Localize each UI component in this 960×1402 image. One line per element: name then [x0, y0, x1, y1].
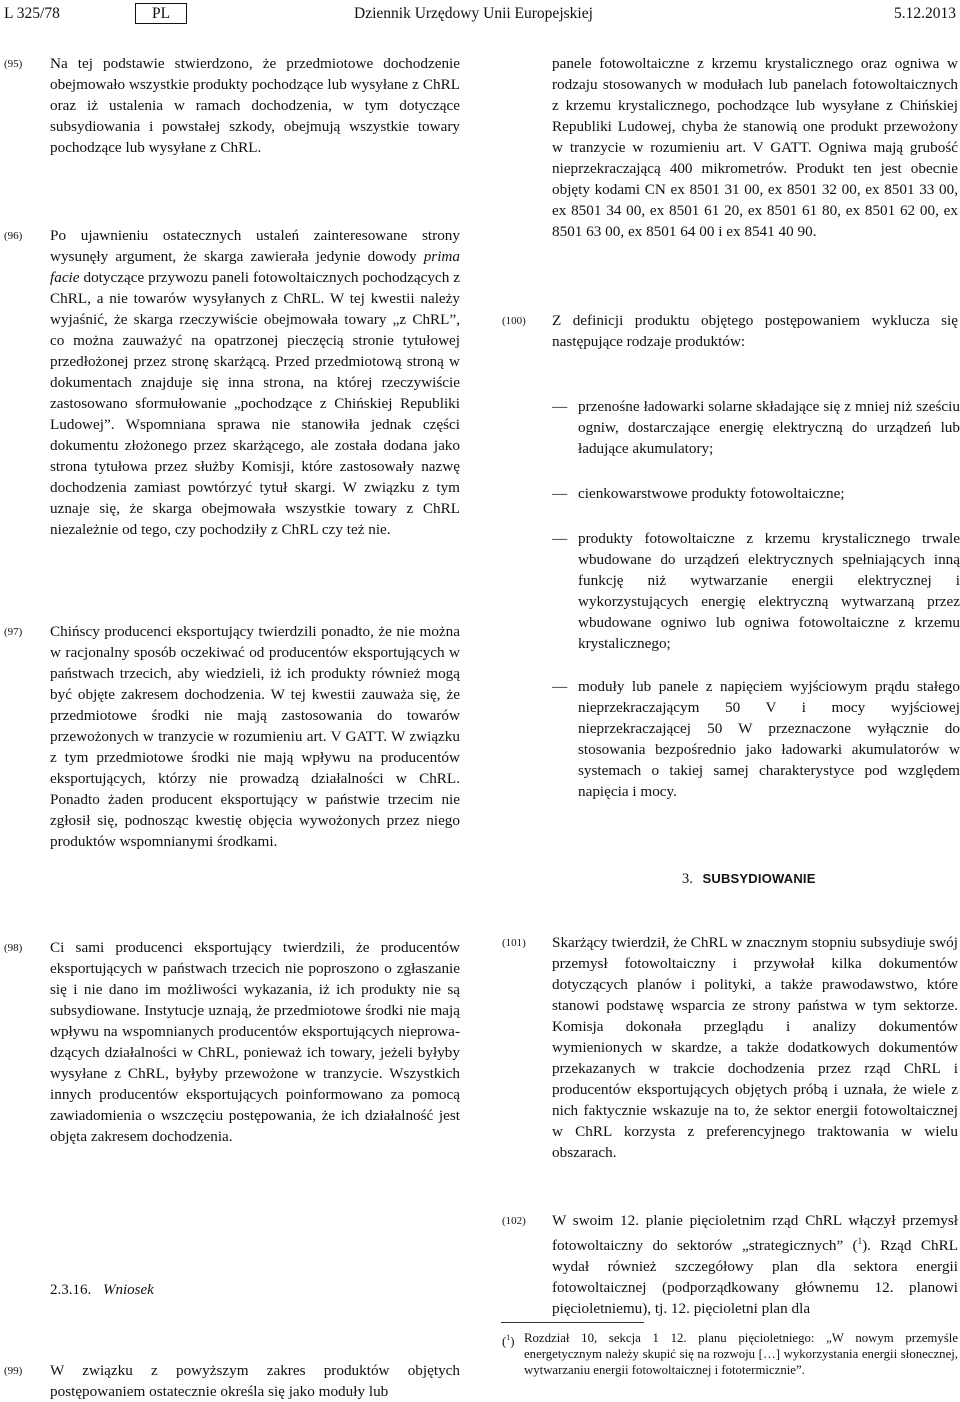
paragraph-number: (98) — [4, 942, 23, 954]
footnote-marker: ($^1$) — [502, 1333, 515, 1349]
paragraph-text: Z definicji produktu objętego postępowaniem wyklucza się następujące rodzaje produktów: — [552, 312, 958, 350]
dash-bullet: — — [552, 398, 568, 415]
paragraph-text: Skarżący twierdził, że ChRL w znacznym stopniu subsydiuje swój przemysł fotowoltaiczny i przywołał kilka dokumentów dotyczących planów i polityki, a także prawodawstwo, które stanowi podstawę wsparcia ze strony państwa w tym sektorze. Komisja dokonała przeglądu i analizy dokumentów wymienionych w skardze, a także dodatkowych dokumentów przekazanych w trakcie dochodzenia przez rząd ChRL i producentów eksportujących objętych próbą i uznała, że wiele z nich faktycznie wskazuje na to, że sektor energii fotowoltaicznej w ChRL korzysta z preferencyjnego traktowania w wielu obszarach. — [552, 934, 958, 1161]
paragraph-number: (99) — [4, 1365, 23, 1377]
paragraph-text: W swoim 12. planie pięcioletnim rząd ChRL włączył przemysł fotowoltaiczny do sektorów „strategicznych” ($^1$). Rząd ChRL wydał również szczegółowy plan dla sektora energii fotowoltaicznej (podporządkowany głównemu 12. planowi pięcioletniemu), tj. 12. pięcioletni plan dla — [552, 1212, 958, 1318]
paragraph-text: panele fotowoltaiczne z krzemu krystalicznego oraz ogniwa w rodzaju stosowanych w modułach lub panelach fotowoltaicznych z krzemu krystalicznego, pochodzące lub wysyłane z Chińskiej Republiki Ludowej, chyba że stanowią one produkt przewożony w tranzycie w rozumieniu art. V GATT. Ogniwa mają grubość nieprzekraczającą 400 mikrometrów. Produkt ten jest obecnie objęty kodami CN ex 8501 31 00, ex 8501 32 00, ex 8501 33 00, ex 8501 34 00, ex 8501 61 20, ex 8501 61 80, ex 8501 62 00, ex 8501 63 00, ex 8501 64 00 i ex 8541 40 90. — [552, 55, 958, 240]
paragraph-number: (100) — [502, 315, 526, 327]
item-text: moduły lub panele z napięciem wyjściowym prądu stałego nieprzekraczającym 50 V i mocy wyjściowej nieprzekraczającej 50 W przeznaczone wyłącznie do stosowania bezpośrednio jako ładowarki akumulatorów w systemach o takiej samej charakterystyce pod względem napięcia i mocy. — [578, 678, 960, 800]
section-number: 3. — [682, 871, 693, 887]
item-text: cienkowarstwowe produkty fotowoltaiczne; — [578, 485, 845, 502]
section-title: SUBSYDIOWANIE — [702, 871, 816, 886]
latin-term: prima facie — [50, 248, 460, 286]
subsection-title: Wniosek — [103, 1282, 154, 1298]
paragraph-text: Ci sami producenci eksportujący twierdzili, że producentów eksportujących w państwach trzecich nie poproszono o zgłaszanie się i nie dano im możliwości wykazania, iż ich produkty nie są subsydiowane. Instytucje uznają, że przedmiotowe środki nie mają wpływu na wspomnianych producentów eksportujących nieprowadzących działalności w ChRL, ponieważ ich towary, jeżeli byłyby wysyłane z ChRL, byłyby przewożone w tranzycie. Wszystkich innych producentów eksportujących poinformowano za pomocą zawiadomienia o wszczęciu postępowania, że ich działalność jest objęta zakresem dochodzenia. — [50, 939, 460, 1145]
paragraph-text: Na tej podstawie stwierdzono, że przedmiotowe dochodzenie obejmowało wszystkie produkty pochodzące lub wysyłane z ChRL oraz iż ustalenia w ramach dochodzenia, w tym dotyczące subsydiowania i powstałej szkody, obejmują wszystkie towary pochodzące lub wysyłane z ChRL. — [50, 55, 460, 156]
subsection-heading — [50, 1280, 154, 1301]
dash-bullet: — — [552, 530, 568, 547]
right-column — [480, 0, 960, 1402]
item-text: przenośne ładowarki solarne składające się z mniej niż sześciu ogniw, dostarczające energię elektryczną do urządzeń lub ładujące akumulatory; — [578, 398, 960, 457]
footnote-reference[interactable]: 1 — [857, 1236, 863, 1246]
dash-bullet: — — [552, 678, 568, 695]
paragraph-text: W związku z powyższym zakres produktów objętych postępowaniem ostatecznie określa się jako moduły lub — [50, 1362, 460, 1400]
paragraph-number: (96) — [4, 230, 23, 242]
paragraph-number: (102) — [502, 1215, 526, 1227]
publication-date: 5.12.2013 — [894, 5, 956, 22]
subsection-number: 2.3.16. — [50, 1282, 92, 1298]
dash-bullet: — — [552, 485, 568, 502]
section-heading — [682, 868, 816, 890]
paragraph-number: (101) — [502, 937, 526, 949]
item-text: produkty fotowoltaiczne z krzemu krystalicznego trwale wbudowane do urządzeń elektrycznych spełniających inną funkcję niż wytwarzanie energii elektrycznej i wykorzystujących energię elektryczną wytwarzaną przez wbudowane ogniwo lub ogniwa fotowoltaiczne z krzemu krystalicznego; — [578, 530, 960, 652]
paragraph-number: (95) — [4, 58, 23, 70]
footnote-text: Rozdział 10, sekcja 1 12. planu pięcioletniego: „W nowym przemyśle energetycznym należy skupić się na rozwoju […] wykorzystania energii słonecznej, wytwarzaniu energii fotowoltaicznej i fototermicznie”. — [524, 1331, 958, 1377]
language-badge: PL — [135, 3, 187, 24]
journal-title: Dziennik Urzędowy Unii Europejskiej — [354, 5, 593, 22]
paragraph-text: Po ujawnieniu ostatecznych ustaleń zainteresowane strony wysunęły argument, że skarga zawierała jedynie dowody prima facie dotyczące przywozu paneli fotowoltaicznych pochodzących z ChRL, a nie towarów wysyłanych z ChRL. W tej kwestii należy wyjaśnić, że skarga rzeczywiście obejmowała towary „z ChRL”, co można zauważyć na opatrzonej pieczęcią stronie tytułowej przedłożonej przez stronę skarżącą. Przed przedmiotową stroną w dokumentach znajduje się inna strona, na której rzeczywiście zastosowano sformułowanie „pochodzące z Chińskiej Republiki Ludowej”. Wspomniana sprawa nie stanowiła jednak części dokumentu złożonego przez skarżącego, ale została dodana jako strona tytułowa przez służby Komisji, które zastosowały nazwę dochodzenia zamiast powtórzyć tytuł skargi. W związku z tym uznaje się, że skarga obejmowała wszystkie towary z ChRL niezależnie od tego, czy pochodziły z ChRL czy też nie. — [50, 227, 460, 538]
page-reference: L 325/78 — [4, 5, 60, 22]
footnote-separator — [501, 1322, 644, 1323]
paragraph-text: Chińscy producenci eksportujący twierdzili ponadto, że nie można w racjonalny sposób oczekiwać od producentów eksportujących w państwach trzecich, aby wiedzieli, iż ich produkty również mogą być objęte zakresem dochodzenia. W tej kwestii zauważa się, że przedmiotowe środki nie mają zastosowania do towarów przewożonych w tranzycie w rozumieniu art. V GATT. W związku z tym przedmiotowe środki nie mają wpływu na producentów eksportujących, którzy nie prowadzą działalności w ChRL. Ponadto żaden producent eksportujący w państwie trzecim nie zgłosił się, podnosząc kwestię objęcia wywożonych przez niego produktów wspomnianymi środkami. — [50, 623, 460, 850]
paragraph-number: (97) — [4, 626, 23, 638]
